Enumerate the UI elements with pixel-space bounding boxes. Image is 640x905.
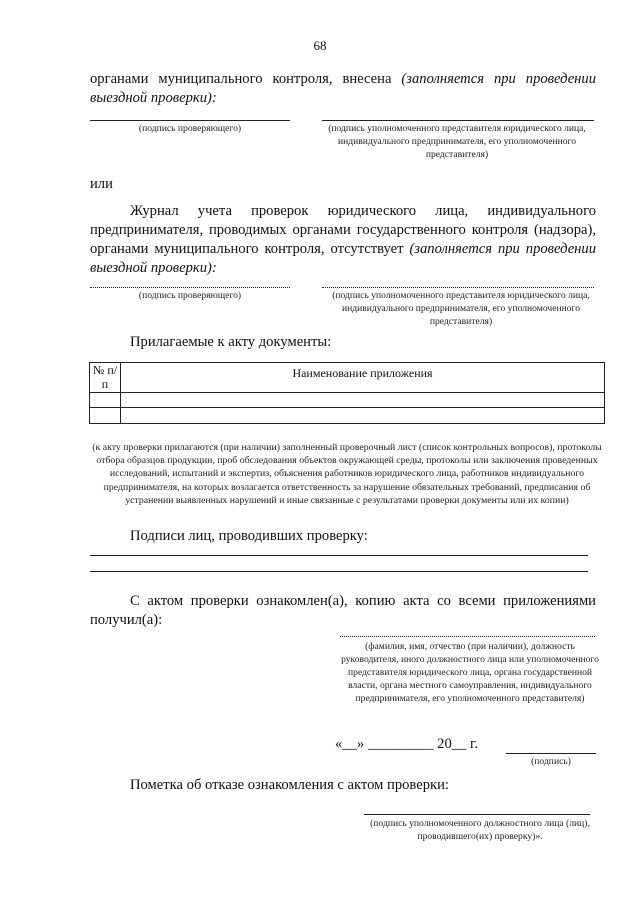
inspector-signature-caption: (подпись проверяющего) [138, 123, 242, 134]
familiarization-paragraph: С актом проверки ознакомлен(а), копию акта со всеми приложениями получил(а): [90, 593, 596, 628]
attachments-table [89, 362, 605, 424]
representative-signature-line-2 [322, 287, 594, 288]
refusal-heading: Пометка об отказе ознакомления с актом проверки: [130, 777, 449, 793]
journal-absent-paragraph [90, 202, 596, 278]
col-header-number: № п/п [90, 363, 121, 393]
inspector-signature-line [90, 120, 290, 121]
table-row [90, 393, 605, 408]
attached-documents-heading: Прилагаемые к акту документы: [130, 334, 332, 350]
table-row [90, 408, 605, 424]
representative-signature-caption-2: (подпись уполномоченного представителя юридического лица, индивидуального предпринимателя, его уполномоченного представителя) [332, 290, 590, 327]
table-cell [90, 393, 121, 408]
familiarization-name-line [340, 636, 595, 637]
date-signature-line [506, 753, 596, 754]
date-signature-caption: (подпись) [531, 756, 571, 767]
date-year: 20__ г. [433, 736, 478, 752]
signatures-heading: Подписи лиц, проводивших проверку: [130, 528, 368, 544]
attached-documents-note: (к акту проверки прилагаются (при наличии) заполненный проверочный лист (список контрольных вопросов), протоколы отбора образцов продукции, проб обследования объектов окружающей среды, протоколы или заключения проведенных исследований, испытаний и экспертиз, объяснения работников юридического лица, работников индивидуального предпринимателя, на которых возлагается ответственность за нарушение обязательных требований, предписания об устранении выявленных нарушений и иные связанные с результатами проверки документы или их копии) [92, 442, 602, 506]
date-day: «__» [335, 736, 368, 752]
page-number: 68 [313, 38, 327, 53]
representative-signature-caption: (подпись уполномоченного представителя юридического лица, индивидуального предпринимателя, его уполномоченного представителя) [328, 123, 586, 160]
refusal-caption: (подпись уполномоченного должностного лица (лиц), проводившего(их) проверку)». [370, 818, 590, 842]
or-label: или [90, 176, 113, 192]
inspector-signature-line-2 [90, 287, 290, 288]
inspectors-signature-line-1 [90, 555, 588, 556]
journal-entry-note: (заполняется при проведении выездной проверки): [90, 71, 597, 106]
col-header-name: Наименование приложения [121, 363, 605, 393]
representative-signature-line [322, 120, 594, 121]
journal-absent-text: Журнал учета проверок юридического лица, индивидуального предпринимателя, проводимых органами государственного контроля (надзора), органами муниципального контроля, отсутствует [90, 203, 596, 257]
table-cell [121, 408, 605, 424]
table-header-row [90, 363, 605, 393]
date-month: _________ [367, 736, 434, 752]
inspectors-signature-line-2 [90, 571, 588, 572]
inspector-signature-caption-2: (подпись проверяющего) [138, 290, 242, 301]
refusal-signature-line [364, 814, 590, 815]
journal-absent-note: (заполняется при проведении выездной проверки): [90, 241, 597, 276]
familiarization-caption: (фамилия, имя, отчество (при наличии), должность руководителя, иного должностного лица или уполномоченного представителя юридического лица, органа государственной власти, органа местного самоуправления, индивидуального предпринимателя, его уполномоченного представителя) [341, 641, 599, 704]
table-cell [121, 393, 605, 408]
table-cell [90, 408, 121, 424]
journal-entry-paragraph [90, 70, 596, 108]
journal-entry-text: органами муниципального контроля, внесена [90, 71, 402, 87]
date-line [335, 736, 478, 753]
